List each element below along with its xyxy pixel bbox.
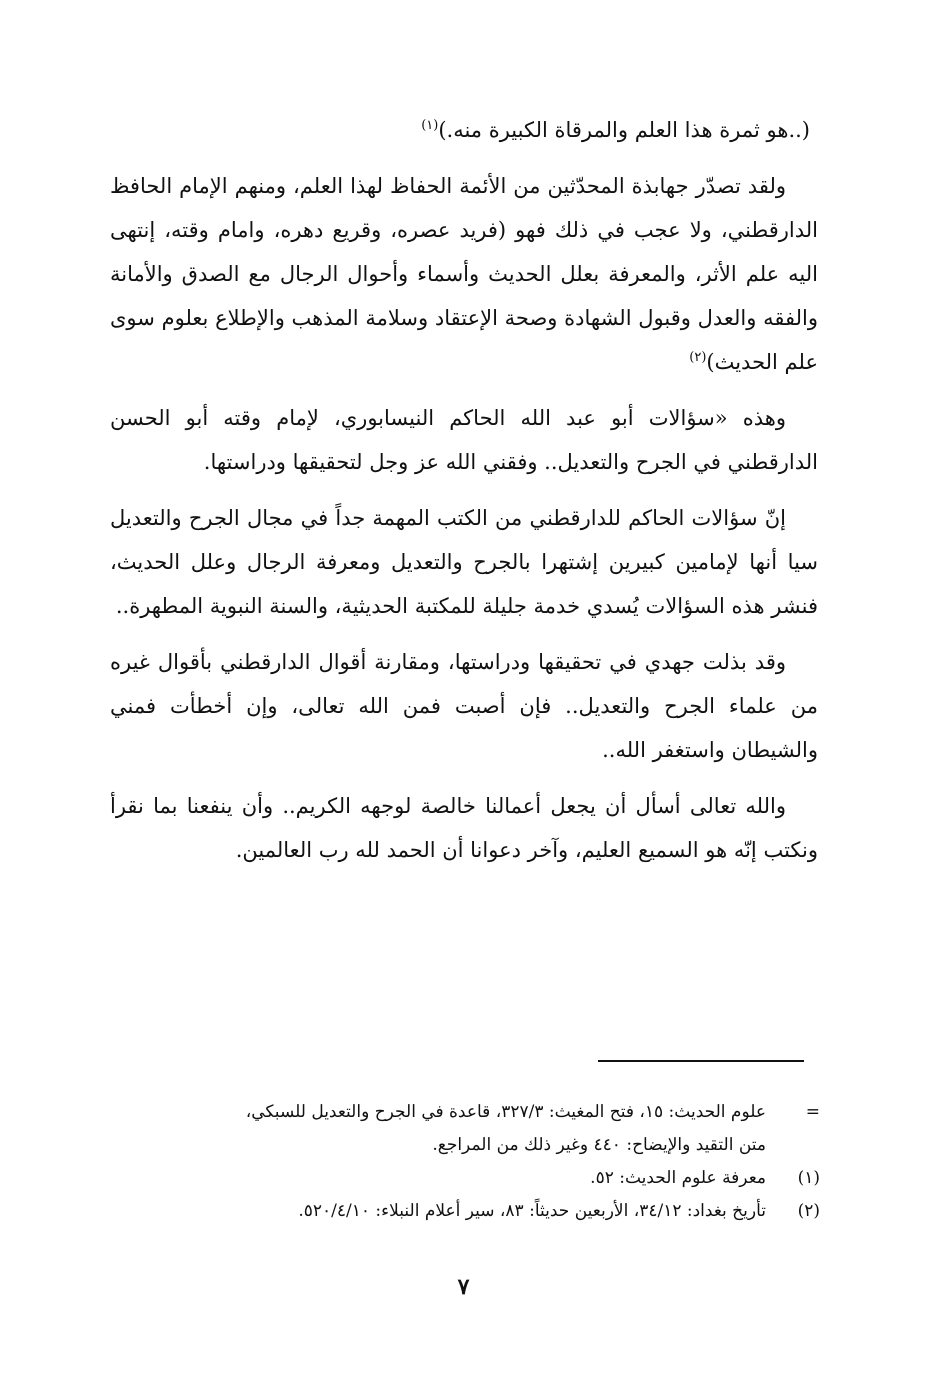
paragraph-2: ولقد تصدّر جهابذة المحدّثين من الأئمة الحفاظ لهذا العلم، ومنهم الإمام الحافظ الدارقطني، ولا عجب في ذلك فهو (فريد عصره، وقريع دهره، وامام وقته، إنتهى اليه علم الأثر، والمعرفة بعلل الحديث وأسماء وأحوال الرجال مع الصدق والأمانة والفقه والعدل وقبول الشهادة وصحة الإعتقاد وسلامة المذهب والإطلاع بعلوم سوى علم الحديث)$^{(٢)}$	[110, 174, 818, 374]
paragraph-5: وقد بذلت جهدي في تحقيقها ودراستها، ومقارنة أقوال الدارقطني بأقوال غيره من علماء الجرح والتعديل.. فإن أصبت فمن الله تعالى، وإن أخطأت فمني والشيطان واستغفر الله..	[110, 650, 818, 762]
footnote-ref-2: (٢)	[689, 350, 707, 365]
paragraph-6: والله تعالى أسأل أن يجعل أعمالنا خالصة لوجهه الكريم.. وأن ينفعنا بما نقرأ ونكتب إنّه هو السميع العليم، وآخر دعوانا أن الحمد لله رب العالمين.	[110, 794, 818, 862]
footnote-2-text: تأريخ بغداد: ٣٤/١٢، الأربعين حديثاً: ٨٣، سير أعلام النبلاء: ٥٢٠/٤/١٠.	[298, 1201, 766, 1221]
paragraph-3: وهذه «سؤالات أبو عبد الله الحاكم النيسابوري، لإمام وقته أبو الحسن الدارقطني في الجرح والتعديل.. وفقني الله عز وجل لتحقيقها ودراستها.	[110, 406, 818, 474]
page-number: ٧	[457, 1274, 470, 1300]
footnote-1-marker: (١)	[797, 1168, 820, 1188]
paragraph-4: إنّ سؤالات الحاكم للدارقطني من الكتب المهمة جداً في مجال الجرح والتعديل سيا أنها لإمامين كبيرين إشتهرا بالجرح والتعديل ومعرفة الرجال وعلل الحديث، فنشر هذه السؤالات يُسدي خدمة جليلة للمكتبة الحديثية، والسنة النبوية المطهرة..	[110, 506, 818, 618]
footnote-1-text: معرفة علوم الحديث: ٥٢.	[590, 1168, 766, 1188]
footnote-continuation-line-2: متن التقيد والإيضاح: ٤٤٠ وغير ذلك من المراجع.	[432, 1135, 766, 1155]
body-text	[110, 108, 818, 884]
footnote-1	[100, 1162, 820, 1195]
footnote-2	[100, 1195, 820, 1228]
footnotes	[100, 1096, 820, 1228]
footnote-2-marker: (٢)	[797, 1201, 820, 1221]
footnote-continuation-marker: =	[805, 1102, 820, 1122]
footnote-continuation-text: علوم الحديث: ١٥، فتح المغيث: ٣٢٧/٣، قاعدة في الجرح والتعديل للسبكي،	[245, 1102, 766, 1122]
footnote-continuation	[100, 1096, 820, 1129]
paragraph-1: (..هو ثمرة هذا العلم والمرقاة الكبيرة منه.)$^{(١)}$	[421, 118, 810, 142]
footnote-ref-1: (١)	[421, 118, 439, 133]
footnote-separator	[598, 1060, 804, 1062]
